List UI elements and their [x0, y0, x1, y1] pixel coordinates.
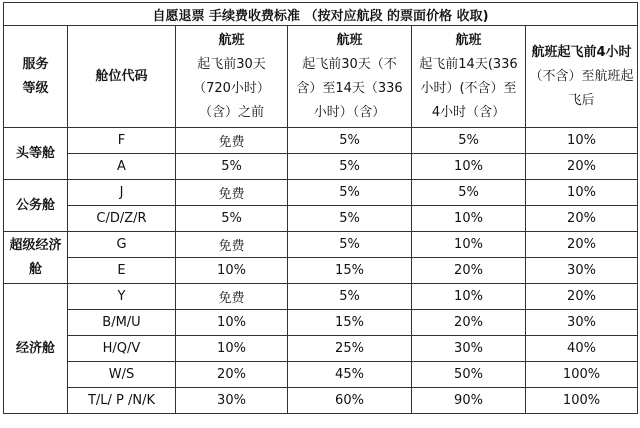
- header-line: 含）至14天（336: [296, 80, 403, 96]
- table-title: 自愿退票 手续费收费标准 （按对应航段 的票面价格 收取): [4, 3, 638, 26]
- fee-within-4-hours-cell: 100%: [526, 388, 638, 414]
- service-class-cell: [4, 128, 68, 180]
- fee-30-to-14-days-cell: 5%: [288, 232, 412, 258]
- header-line: 起飞前30天: [197, 56, 266, 72]
- header-14-days-to-4-hours: [412, 26, 526, 128]
- fee-30-to-14-days-cell: 5%: [288, 206, 412, 232]
- header-line: 航班: [218, 32, 245, 48]
- fee-within-4-hours-cell: 20%: [526, 206, 638, 232]
- header-line: （720小时）: [193, 80, 270, 96]
- fee-30-to-14-days-cell: 5%: [288, 154, 412, 180]
- fee-within-4-hours-cell: 30%: [526, 258, 638, 284]
- fee-within-4-hours-cell: 10%: [526, 180, 638, 206]
- fee-before-30-days-cell: 30%: [176, 388, 288, 414]
- table-row: [4, 336, 638, 362]
- fee-before-30-days-cell: 20%: [176, 362, 288, 388]
- header-line: 小时）(不含）至: [420, 80, 517, 96]
- fee-30-to-14-days-cell: 15%: [288, 310, 412, 336]
- header-cabin-code: 舱位代码: [68, 26, 176, 128]
- header-line: 航班起飞前4小时: [531, 44, 632, 60]
- cabin-code-cell: F: [68, 128, 176, 154]
- fee-before-30-days-cell: 5%: [176, 206, 288, 232]
- fee-before-30-days-cell: 10%: [176, 336, 288, 362]
- table-row: [4, 258, 638, 284]
- fee-30-to-14-days-cell: 5%: [288, 180, 412, 206]
- fee-before-30-days-cell: 5%: [176, 154, 288, 180]
- fee-30-to-14-days-cell: 45%: [288, 362, 412, 388]
- service-class-label: 公务舱: [15, 197, 55, 213]
- fee-before-30-days-cell: 免费: [176, 284, 288, 310]
- cabin-code-cell: Y: [68, 284, 176, 310]
- fee-14-days-to-4-hours-cell: 10%: [412, 284, 526, 310]
- fee-14-days-to-4-hours-cell: 10%: [412, 154, 526, 180]
- table-row: [4, 388, 638, 414]
- service-class-label: 经济舱: [15, 340, 55, 356]
- table-body: [4, 128, 638, 414]
- header-30-to-14-days: [288, 26, 412, 128]
- cabin-code-cell: J: [68, 180, 176, 206]
- fee-14-days-to-4-hours-cell: 5%: [412, 128, 526, 154]
- fee-30-to-14-days-cell: 15%: [288, 258, 412, 284]
- service-class-label: 超级经济: [9, 237, 62, 253]
- table-row: [4, 206, 638, 232]
- service-class-label: 舱: [28, 261, 42, 277]
- header-line: 航班: [455, 32, 482, 48]
- cabin-code-cell: T/L/ P /N/K: [68, 388, 176, 414]
- fee-within-4-hours-cell: 30%: [526, 310, 638, 336]
- table-row: [4, 284, 638, 310]
- table-row: [4, 232, 638, 258]
- fee-before-30-days-cell: 免费: [176, 232, 288, 258]
- header-line: 飞后: [568, 92, 595, 108]
- table-row: [4, 180, 638, 206]
- refund-fee-table: [3, 2, 638, 414]
- fee-within-4-hours-cell: 100%: [526, 362, 638, 388]
- fee-before-30-days-cell: 10%: [176, 310, 288, 336]
- fee-before-30-days-cell: 免费: [176, 128, 288, 154]
- fee-14-days-to-4-hours-cell: 10%: [412, 206, 526, 232]
- fee-within-4-hours-cell: 40%: [526, 336, 638, 362]
- fee-14-days-to-4-hours-cell: 20%: [412, 258, 526, 284]
- fee-30-to-14-days-cell: 5%: [288, 128, 412, 154]
- fee-14-days-to-4-hours-cell: 20%: [412, 310, 526, 336]
- cabin-code-cell: W/S: [68, 362, 176, 388]
- fee-14-days-to-4-hours-cell: 5%: [412, 180, 526, 206]
- fee-30-to-14-days-cell: 25%: [288, 336, 412, 362]
- service-class-cell: [4, 284, 68, 414]
- header-service-class: [4, 26, 68, 128]
- cabin-code-cell: C/D/Z/R: [68, 206, 176, 232]
- fee-30-to-14-days-cell: 5%: [288, 284, 412, 310]
- header-line: 4小时（含）: [431, 104, 506, 120]
- fee-within-4-hours-cell: 20%: [526, 154, 638, 180]
- cabin-code-cell: E: [68, 258, 176, 284]
- fee-14-days-to-4-hours-cell: 90%: [412, 388, 526, 414]
- fee-30-to-14-days-cell: 60%: [288, 388, 412, 414]
- header-line: 起飞前14天(336: [419, 56, 518, 72]
- cabin-code-cell: G: [68, 232, 176, 258]
- header-within-4-hours: [526, 26, 638, 128]
- service-class-cell: [4, 180, 68, 232]
- fee-14-days-to-4-hours-cell: 30%: [412, 336, 526, 362]
- header-service-class-line: 服务: [22, 56, 49, 72]
- table-row: [4, 154, 638, 180]
- fee-within-4-hours-cell: 20%: [526, 232, 638, 258]
- fee-within-4-hours-cell: 10%: [526, 128, 638, 154]
- header-line: 航班: [336, 32, 363, 48]
- fee-14-days-to-4-hours-cell: 10%: [412, 232, 526, 258]
- table-row: [4, 362, 638, 388]
- header-line: 小时）（含）: [313, 104, 386, 120]
- header-line: （含）之前: [198, 104, 264, 120]
- fee-before-30-days-cell: 免费: [176, 180, 288, 206]
- header-service-class-line: 等级: [22, 80, 49, 96]
- fee-within-4-hours-cell: 20%: [526, 284, 638, 310]
- service-class-label: 头等舱: [15, 145, 55, 161]
- fee-before-30-days-cell: 10%: [176, 258, 288, 284]
- table-row: [4, 310, 638, 336]
- fee-14-days-to-4-hours-cell: 50%: [412, 362, 526, 388]
- header-before-30-days: [176, 26, 288, 128]
- table-row: [4, 128, 638, 154]
- header-line: 起飞前30天（不: [302, 56, 397, 72]
- cabin-code-cell: B/M/U: [68, 310, 176, 336]
- cabin-code-cell: H/Q/V: [68, 336, 176, 362]
- cabin-code-cell: A: [68, 154, 176, 180]
- service-class-cell: [4, 232, 68, 284]
- header-line: （不含）至航班起: [529, 68, 634, 84]
